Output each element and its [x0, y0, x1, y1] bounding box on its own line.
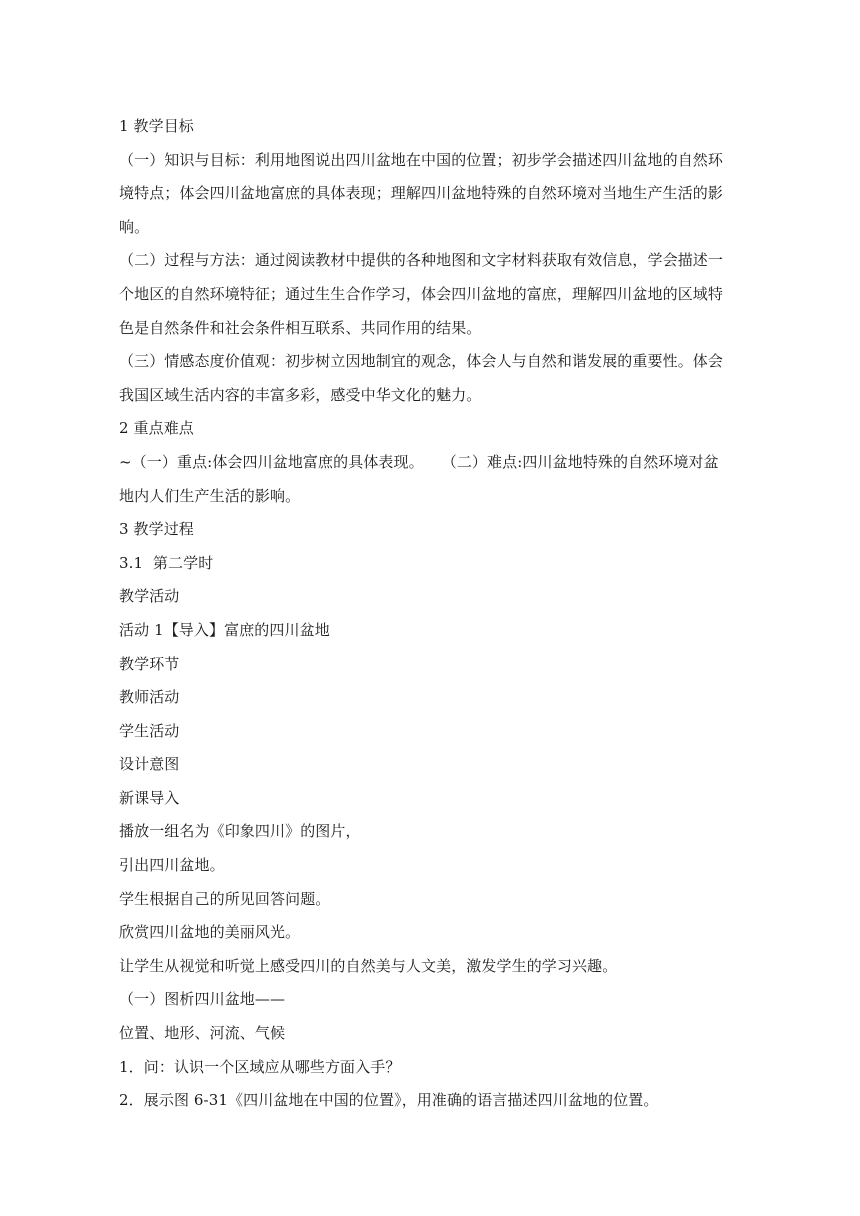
line-aspects: 位置、地形、河流、气候 — [119, 1024, 286, 1043]
key-point-difficulty: （二）难点:四川盆地特殊的自然环境对盆地内人们生产生活的影响。 — [119, 452, 719, 505]
objective-process: （二）过程与方法：通过阅读教材中提供的各种地图和文字材料获取有效信息，学会描述一个地区的自然环境特征；通过生生合作学习，体会四川盆地的富庶，理解四川盆地的区域特色是自然条件和社会条件相互联系、共同作用的结果。 — [119, 251, 724, 337]
key-points-paragraph — [119, 446, 733, 513]
line-design-intent: 设计意图 — [119, 755, 180, 774]
line-question-2: 2．展示图 6-31《四川盆地在中国的位置》，用准确的语言描述四川盆地的位置。 — [119, 1091, 659, 1110]
objective-knowledge: （一）知识与目标：利用地图说出四川盆地在中国的位置；初步学会描述四川盆地的自然环境特点；体会四川盆地富庶的具体表现；理解四川盆地特殊的自然环境对当地生产生活的影响。 — [119, 150, 724, 236]
line-play-pictures: 播放一组名为《印象四川》的图片， — [119, 822, 361, 841]
heading-second-period: 3.1 第二学时 — [119, 553, 214, 572]
objective-attitude: （三）情感态度价值观：初步树立因地制宜的观念，体会人与自然和谐发展的重要性。体会我国区域生活内容的丰富多彩，感受中华文化的魅力。 — [119, 352, 724, 404]
heading-teaching-objectives: 1 教学目标 — [119, 117, 194, 135]
line-student-activity: 学生活动 — [119, 721, 180, 740]
line-activity-1: 活动 1【导入】富庶的四川盆地 — [119, 620, 330, 639]
line-lead-basin: 引出四川盆地。 — [119, 856, 225, 875]
heading-teaching-process: 3 教学过程 — [119, 520, 194, 539]
line-teaching-activity: 教学活动 — [119, 587, 180, 606]
document-page — [119, 110, 733, 1118]
line-enjoy-scenery: 欣赏四川盆地的美丽风光。 — [119, 923, 301, 942]
line-question-1: 1．问：认识一个区域应从哪些方面入手？ — [119, 1057, 401, 1076]
line-design-purpose: 让学生从视觉和听觉上感受四川的自然美与人文美，激发学生的学习兴趣。 — [119, 956, 618, 975]
key-point-focus: ~（一）重点:体会四川盆地富庶的具体表现。 — [119, 452, 424, 471]
line-student-answer: 学生根据自己的所见回答问题。 — [119, 889, 331, 908]
line-teacher-activity: 教师活动 — [119, 688, 180, 707]
heading-key-points: 2 重点难点 — [119, 419, 194, 438]
line-new-lesson-intro: 新课导入 — [119, 788, 180, 807]
line-teaching-section: 教学环节 — [119, 654, 180, 673]
line-map-analysis: （一）图析四川盆地—— — [119, 990, 286, 1009]
